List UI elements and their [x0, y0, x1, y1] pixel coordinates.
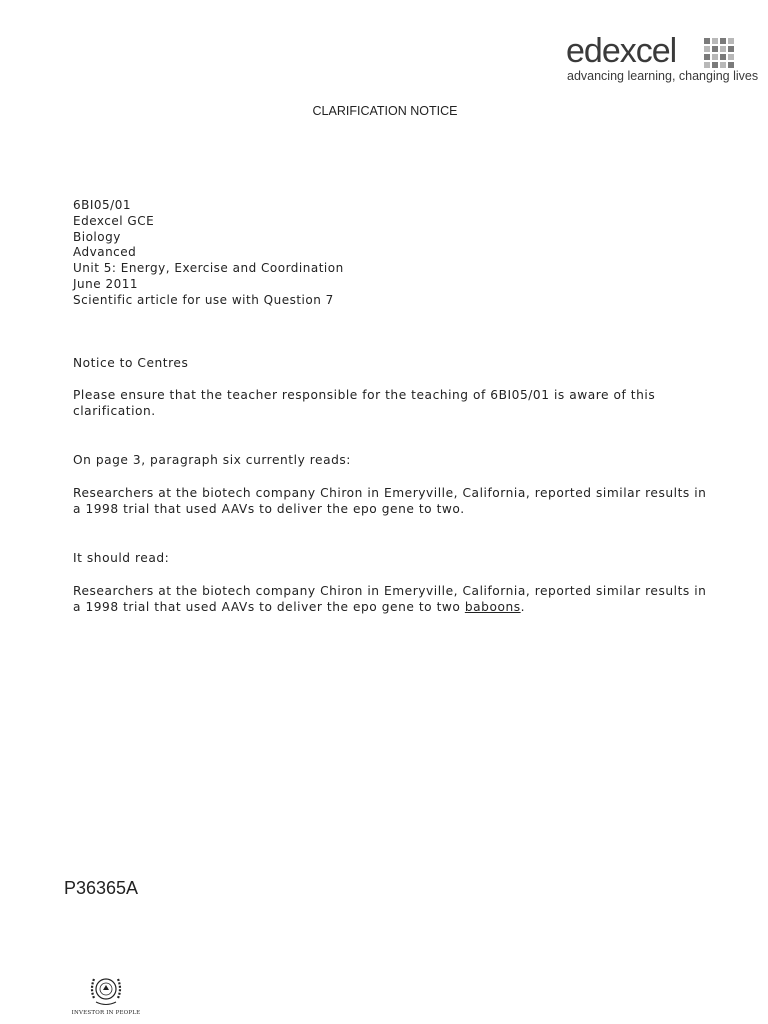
- detail-line: June 2011: [73, 276, 138, 291]
- laurel-wreath-icon: [86, 970, 126, 1008]
- investor-in-people-logo: [70, 970, 142, 1020]
- detail-line: Unit 5: Energy, Exercise and Coordination: [73, 261, 344, 276]
- investor-in-people-label: INVESTOR IN PEOPLE: [71, 1010, 141, 1016]
- logo-wordmark: edexcel: [566, 32, 677, 70]
- logo-squares-icon: [704, 38, 734, 68]
- logo-tagline: advancing learning, changing lives: [567, 69, 759, 83]
- exam-details: [73, 198, 344, 309]
- corrected-word: baboons: [464, 600, 521, 614]
- detail-line: Biology: [73, 229, 121, 244]
- corrected-text: Researchers at the biotech company Chiron in Emeryville, California, reported similar results in a 1998 trial that used AAVs to deliver the epo gene to two: [73, 584, 707, 614]
- should-read-label: It should read:: [73, 551, 170, 565]
- current-text-paragraph: Researchers at the biotech company Chiron in Emeryville, California, reported similar results in a 1998 trial that used AAVs to deliver the epo gene to two.: [73, 486, 707, 516]
- notice-title: CLARIFICATION NOTICE: [312, 104, 458, 118]
- reference-code: P36365A: [64, 878, 139, 898]
- detail-line: Advanced: [73, 245, 137, 260]
- ensure-paragraph: Please ensure that the teacher responsible for the teaching of 6BI05/01 is aware of this clarification.: [73, 388, 656, 418]
- edexcel-logo: [566, 32, 759, 90]
- corrected-suffix: .: [520, 600, 526, 614]
- detail-line: 6BI05/01: [73, 198, 131, 212]
- detail-line: Edexcel GCE: [73, 213, 155, 228]
- currently-reads-label: On page 3, paragraph six currently reads:: [73, 453, 351, 467]
- detail-line: Scientific article for use with Question 7: [73, 292, 334, 307]
- corrected-text-paragraph: [73, 583, 713, 615]
- notice-heading: Notice to Centres: [73, 356, 189, 370]
